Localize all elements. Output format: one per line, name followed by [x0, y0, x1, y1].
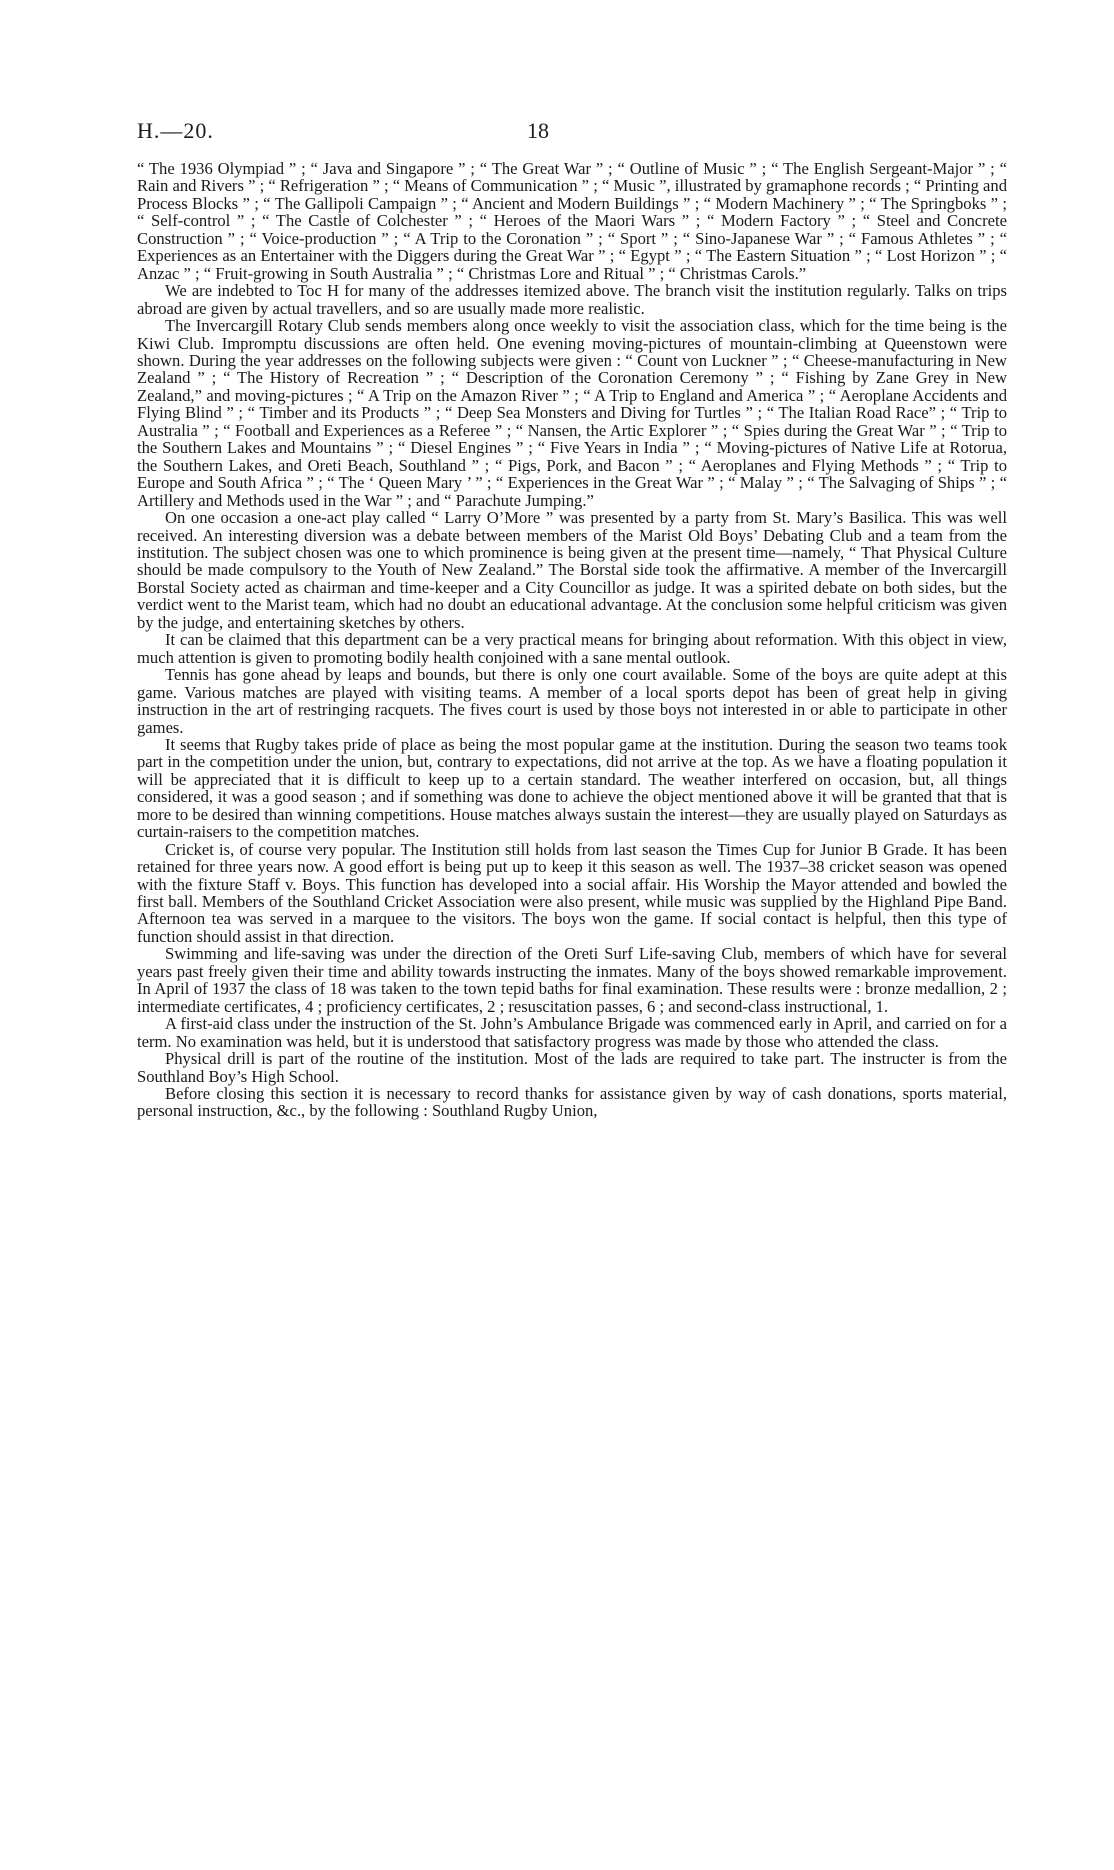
report-reference: H.—20.: [137, 118, 214, 143]
paragraph-tennis: Tennis has gone ahead by leaps and bounds, but there is only one court available. Some of the boys are quite adept at this game. Various matches are played with visiting teams. A member of a local sports depot has been of great help in giving instruction in the art of restringing racquets. The fives court is used by those boys not interested in or able to participate in other games.: [137, 665, 1007, 737]
paragraph-physical-drill: Physical drill is part of the routine of the institution. Most of the lads are required to take part. The instructer is from the Southland Boy’s High School.: [137, 1049, 1007, 1086]
paragraph-cricket: Cricket is, of course very popular. The Institution still holds from last season the Times Cup for Junior B Grade. It has been retained for three years now. A good effort is being put up to keep it this season as well. The 1937–38 cricket season was opened with the fixture Staff v. Boys. This function has developed into a social affair. His Worship the Mayor attended and bowled the first ball. Members of the Southland Cricket Association were also present, while music was supplied by the Highland Pipe Band. Afternoon tea was served in a marquee to the visitors. The boys won the game. If social contact is helpful, then this type of function should assist in that direction.: [137, 839, 1007, 946]
page-number: 18: [527, 118, 549, 143]
paragraph-reformation: It can be claimed that this department can be a very practical means for bringing about reformation. With this object in view, much attention is given to promoting bodily health conjoined with a sane mental outlook.: [137, 630, 1007, 667]
paragraph-first-aid: A first-aid class under the instruction of the St. John’s Ambulance Brigade was commenced early in April, and carried on for a term. No examination was held, but it is understood that satisfactory progress was made by those who attended the class.: [137, 1014, 1007, 1051]
running-head: [137, 118, 1007, 148]
paragraph-lecture-list: “ The 1936 Olympiad ” ; “ Java and Singapore ” ; “ The Great War ” ; “ Outline of Music ” ; “ The English Sergeant-Major ” ; “ Rain and Rivers ” ; “ Refrigeration ” ; “ Means of Communication ” ; “ Music ”, illustrated by gramaphone records ; “ Printing and Process Blocks ” ; “ The Gallipoli Campaign ” ; “ Ancient and Modern Buildings ” ; “ Modern Machinery ” ; “ The Springboks ” ; “ Self-control ” ; “ The Castle of Colchester ” ; “ Heroes of the Maori Wars ” ; “ Modern Factory ” ; “ Steel and Concrete Construction ” ; “ Voice-production ” ; “ A Trip to the Coronation ” ; “ Sport ” ; “ Sino-Japanese War ” ; “ Famous Athletes ” ; “ Experiences as an Entertainer with the Diggers during the Great War ” ; “ Egypt ” ; “ The Eastern Situation ” ; “ Lost Horizon ” ; “ Anzac ” ; “ Fruit-growing in South Australia ” ; “ Christmas Lore and Ritual ” ; “ Christmas Carols.”: [137, 159, 1008, 283]
paragraph-thanks: Before closing this section it is necessary to record thanks for assistance given by way of cash donations, sports material, personal instruction, &c., by the following : Southland Rugby Union,: [137, 1084, 1007, 1121]
paragraph-rotary-club: The Invercargill Rotary Club sends members along once weekly to visit the association class, which for the time being is the Kiwi Club. Impromptu discussions are often held. One evening moving-pictures of mountain-climbing at Queenstown were shown. During the year addresses on the following subjects were given : “ Count von Luckner ” ; “ Cheese-manufacturing in New Zealand ” ; “ The History of Recreation ” ; “ Description of the Coronation Ceremony ” ; “ Fishing by Zane Grey in New Zealand,” and moving-pictures ; “ A Trip on the Amazon River ” ; “ A Trip to England and America ” ; “ Aeroplane Accidents and Flying Blind ” ; “ Timber and its Products ” ; “ Deep Sea Monsters and Diving for Turtles ” ; “ The Italian Road Race” ; “ Trip to Australia ” ; “ Football and Experiences as a Referee ” ; “ Nansen, the Artic Explorer ” ; “ Spies during the Great War ” ; “ Trip to the Southern Lakes and Mountains ” ; “ Diesel Engines ” ; “ Five Years in India ” ; “ Moving-pictures of Native Life at Rotorua, the Southern Lakes, and Oreti Beach, Southland ” ; “ Pigs, Pork, and Bacon ” ; “ Aeroplanes and Flying Methods ” ; “ Trip to Europe and South Africa ” ; “ The ‘ Queen Mary ’ ” ; “ Experiences in the Great War ” ; “ Malay ” ; “ The Salvaging of Ships ” ; “ Artillery and Methods used in the War ” ; and “ Parachute Jumping.”: [137, 316, 1007, 510]
paragraph-swimming: Swimming and life-saving was under the direction of the Oreti Surf Life-saving Club, members of which have for several years past freely given their time and ability towards instructing the inmates. Many of the boys showed remarkable improvement. In April of 1937 the class of 18 was taken to the town tepid baths for final examination. These results were : bronze medallion, 2 ; intermediate certificates, 4 ; proficiency certificates, 2 ; resuscitation passes, 6 ; and second-class instructional, 1.: [137, 944, 1007, 1016]
paragraph-toc-h: We are indebted to Toc H for many of the addresses itemized above. The branch visit the institution regularly. Talks on trips abroad are given by actual travellers, and so are usually made more realistic.: [137, 281, 1007, 318]
paragraph-debate: On one occasion a one-act play called “ Larry O’More ” was presented by a party from St. Mary’s Basilica. This was well received. An interesting diversion was a debate between members of the Marist Old Boys’ Debating Club and a team from the institution. The subject chosen was one to which prominence is being given at the present time—namely, “ That Physical Culture should be made compulsory to the Youth of New Zealand.” The Borstal side took the affirmative. A member of the Invercargill Borstal Society acted as chairman and time-keeper and a City Councillor as judge. It was a spirited debate on both sides, but the verdict went to the Marist team, which had no doubt an educational advantage. At the conclusion some helpful criticism was given by the judge, and entertaining sketches by others.: [137, 508, 1007, 632]
paragraph-rugby: It seems that Rugby takes pride of place as being the most popular game at the institution. During the season two teams took part in the competition under the union, but, contrary to expectations, did not arrive at the top. As we have a floating population it will be appreciated that it is difficult to keep up to a certain standard. The weather interfered on occasion, but, all things considered, it was a good season ; and if something was done to achieve the object mentioned above it will be granted that that is more to be desired than winning competitions. House matches always sustain the interest—they are usually played on Saturdays as curtain-raisers to the competition matches.: [137, 734, 1007, 842]
body-text: [137, 160, 1007, 1120]
